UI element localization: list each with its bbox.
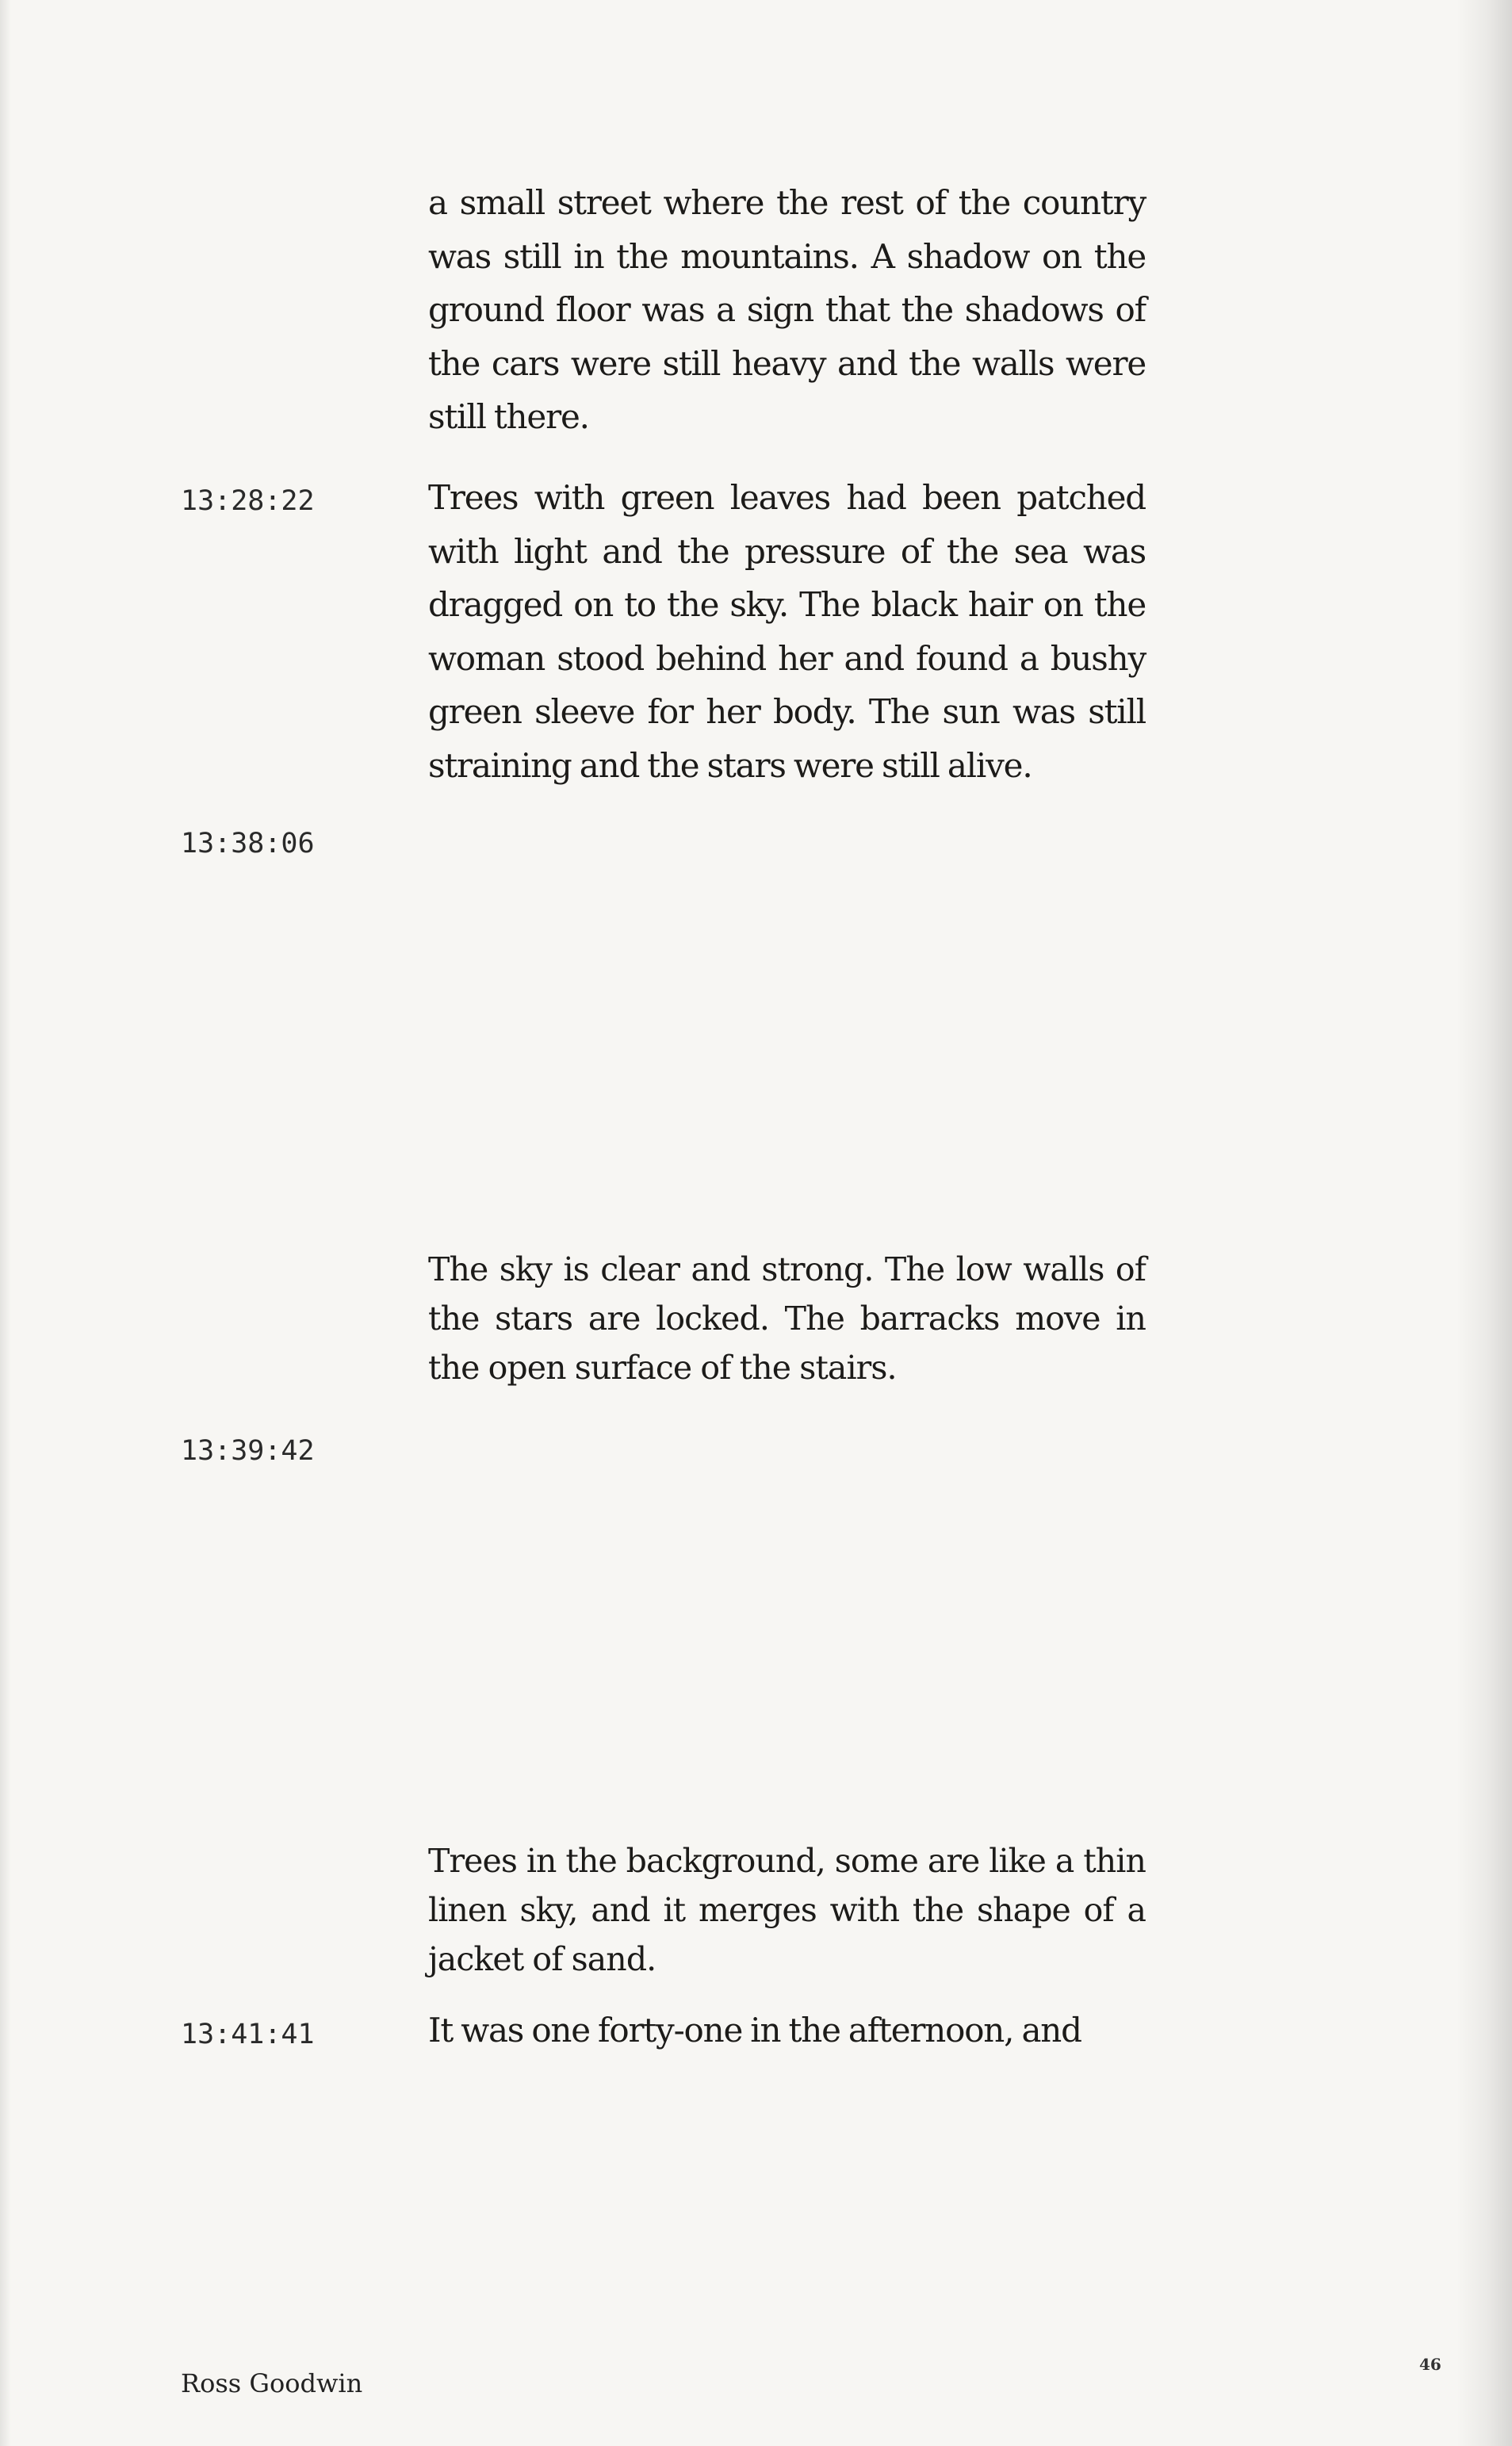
ascii-art-image (428, 829, 1146, 1234)
ascii-art-image (428, 1435, 1146, 1824)
timestamp: 13:38:06 (181, 828, 315, 859)
page-gutter-shadow (0, 0, 11, 2446)
page-number: 46 (1419, 2355, 1441, 2374)
paragraph: Trees with green leaves had been patched with light and the pressure of the sea was dragged on to the sky. The black hair on the woman stood behind her and found a bushy green sleeve for her body. The sun was still straining and the stars were still alive. (428, 478, 1146, 785)
paragraph-continuation: a small street where the rest of the country was still in the mountains. A shadow on the ground floor was a sign that the shadows of the cars were still heavy and the walls were still there. (428, 183, 1146, 436)
image-caption: Trees in the background, some are like a thin linen sky, and it merges with the shape of a jacket of sand. (428, 1842, 1146, 1978)
footer-author: Ross Goodwin (181, 2368, 363, 2398)
timestamp: 13:28:22 (181, 485, 315, 517)
image-caption: The sky is clear and strong. The low walls of the stars are locked. The barracks move in the open surface of the stairs. (428, 1250, 1146, 1387)
timestamp: 13:41:41 (181, 2019, 315, 2050)
page-edge-shadow (1456, 0, 1512, 2446)
paragraph: It was one forty-one in the afternoon, and (428, 2011, 1081, 2050)
timestamp: 13:39:42 (181, 1435, 315, 1467)
